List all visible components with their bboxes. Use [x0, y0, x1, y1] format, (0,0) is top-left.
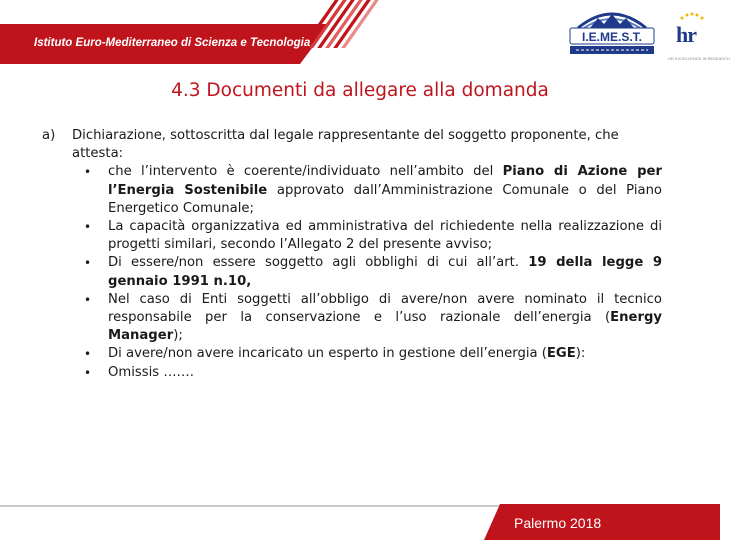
- bullet-icon: •: [84, 365, 92, 380]
- bullet-icon: •: [84, 292, 92, 307]
- hr-logo-letters: hr: [676, 22, 696, 47]
- bullet-item: [42, 218, 662, 254]
- slide-title: 4.3 Documenti da allegare alla domanda: [171, 80, 549, 101]
- item-a-text: Dichiarazione, sottoscritta dal legale rappresentante del soggetto proponente, che attesta:: [72, 128, 619, 162]
- bullet-bold-text: 19 della legge 9 gennaio 1991 n.10,: [108, 255, 662, 289]
- bullet-item: [42, 345, 662, 363]
- bullet-list: [42, 163, 662, 381]
- header-banner: [0, 0, 730, 70]
- bullet-bold-text: EGE: [546, 346, 576, 362]
- bullet-icon: •: [84, 256, 92, 271]
- list-item-a: [42, 127, 662, 163]
- iemest-logo: [560, 4, 664, 60]
- bullet-text: Di essere/non essere soggetto agli obblighi di cui all’art.: [108, 255, 529, 271]
- bullet-text: Omissis …….: [108, 364, 194, 380]
- bullet-item: [42, 163, 662, 218]
- bullet-bold-text: Energy Manager: [108, 310, 662, 344]
- bullet-text: che l’intervento è coerente/individuato nell’ambito del: [108, 164, 503, 180]
- bullet-bold-text: Piano di Azione per l’Energia Sostenibile: [108, 164, 663, 198]
- slide-body: [42, 127, 662, 382]
- bullet-text: Di avere/non avere incaricato un esperto in gestione dell’energia (: [108, 346, 547, 362]
- bullet-item: [42, 364, 662, 382]
- bullet-text: Nel caso di Enti soggetti all’obbligo di avere/non avere nominato il tecnico responsabile per la conservazione e l’uso razionale dell’energia (: [108, 291, 662, 326]
- item-a-marker: a): [42, 128, 56, 143]
- bullet-icon: •: [84, 347, 92, 362]
- institute-name: Istituto Euro-Mediterraneo di Scienza e Tecnologia: [34, 37, 311, 49]
- bullet-text: La capacità organizzativa ed amministrativa del richiedente nella realizzazione di progetti similari, secondo l’Allegato 2 del presente avviso;: [108, 219, 662, 253]
- footer-red-slant: [484, 504, 500, 540]
- bullet-text: approvato dall’Amministrazione Comunale o del Piano Energetico Comunale;: [108, 182, 662, 216]
- bullet-item: [42, 254, 662, 290]
- bullet-icon: •: [84, 220, 92, 235]
- bullet-text: );: [173, 328, 183, 344]
- bullet-text: ):: [575, 346, 586, 362]
- bullet-item: [42, 291, 662, 346]
- footer-location-year: Palermo 2018: [514, 515, 602, 531]
- hr-logo-caption: HR EXCELLENCE IN RESEARCH: [668, 56, 730, 61]
- iemest-logo-text: I.E.ME.S.T.: [581, 30, 643, 44]
- bullet-icon: •: [84, 165, 92, 180]
- hr-logo: [668, 8, 730, 62]
